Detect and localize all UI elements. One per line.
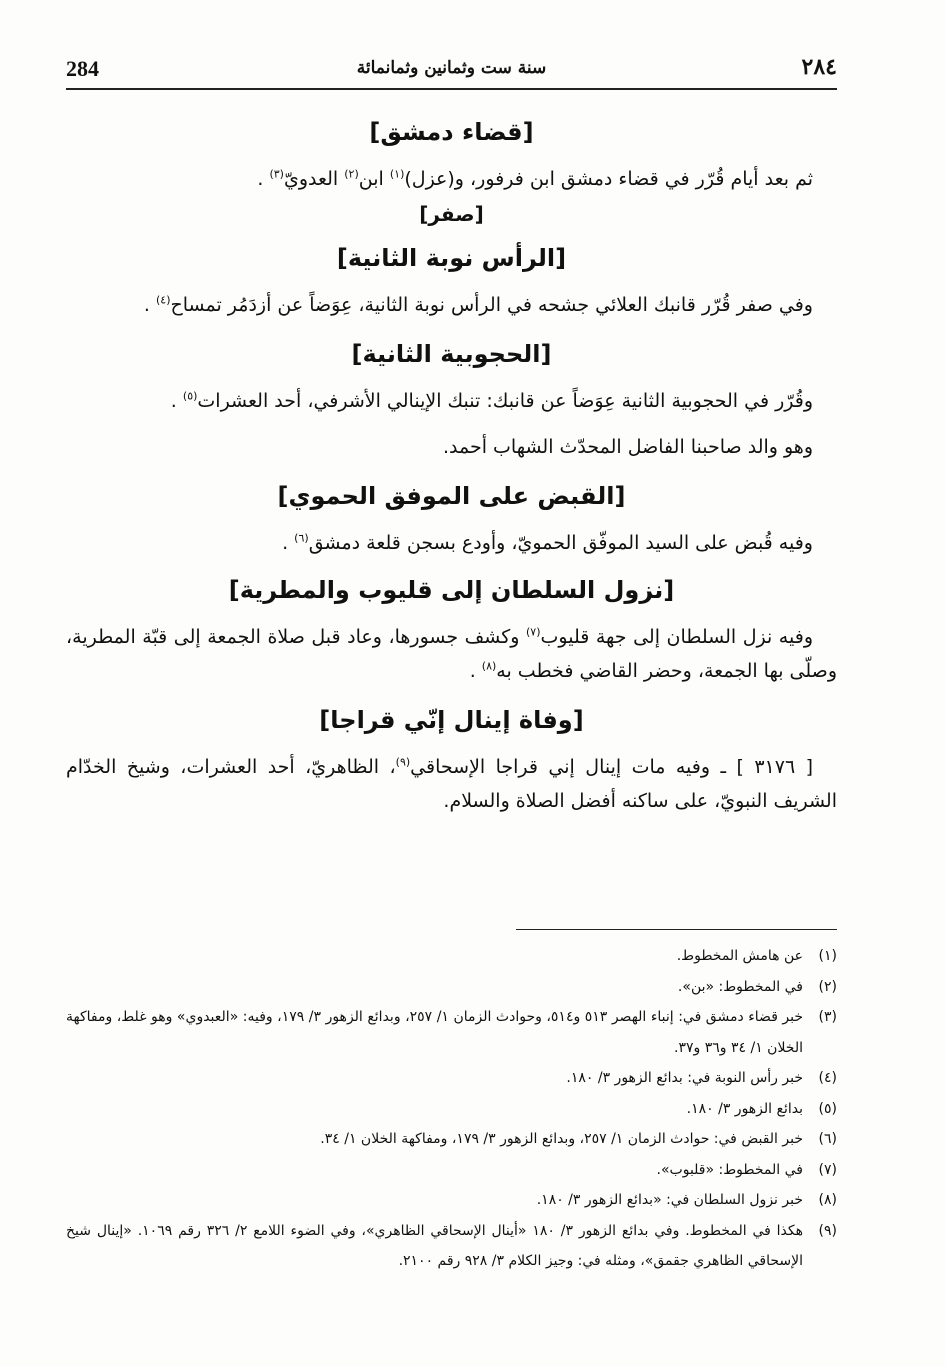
text-run: ثم بعد أيام قُرّر في قضاء دمشق ابن فرفور، و(عزل) [404, 168, 813, 190]
footnote-text: عن هامش المخطوط. [676, 948, 803, 964]
main-text [66, 110, 837, 818]
footnote-number: (٨) [818, 1192, 837, 1208]
paragraph [66, 384, 837, 418]
footnote-ref[interactable]: (٩) [395, 755, 411, 769]
header-rule [66, 88, 837, 90]
text-run: . [469, 660, 482, 682]
footnote [66, 1124, 837, 1155]
footnote-ref[interactable]: (٢) [344, 167, 359, 181]
footnote-number: (٤) [818, 1070, 837, 1086]
footnote-text: خبر قضاء دمشق في: إنباء الهصر ٥١٣ و٥١٤، وحوادث الزمان ١/ ٢٥٧، وبدائع الزهور ٣/ ١٧٩، وفيه: «العبدوي» وهو غلط، ومفاكهة الخلان ١/ ٣٤ و٣٦ و٣٧. [66, 1009, 804, 1056]
page-number-latin: 284 [66, 56, 99, 81]
footnote-text: في المخطوط: «بن». [677, 978, 803, 995]
footnote-number: (٦) [818, 1131, 837, 1147]
running-title: سنة ست وثمانين وثمانمائة [356, 58, 547, 78]
running-header [66, 52, 837, 88]
footnote-text: خبر رأس النوبة في: بدائع الزهور ٣/ ١٨٠. [566, 1070, 803, 1086]
paragraph: وهو والد صاحبنا الفاضل المحدّث الشهاب أحمد. [442, 436, 813, 458]
page-number-arabic: ٢٨٤ [801, 54, 837, 80]
footnote-ref[interactable]: (٨) [481, 659, 497, 673]
footnote [66, 1216, 837, 1277]
section-heading: [نزول السلطان إلى قليوب والمطرية] [228, 576, 675, 604]
footnote-text: في المخطوط: «قلبوب». [656, 1161, 803, 1178]
footnote-text: بدائع الزهور ٣/ ١٨٠. [686, 1100, 803, 1117]
paragraph [66, 526, 837, 560]
footnote [66, 972, 837, 1003]
section-heading: [وفاة إينال إنّي قراجا] [319, 706, 584, 734]
footnote [66, 1002, 837, 1063]
footnotes [66, 941, 837, 1277]
footnote [66, 1094, 837, 1125]
footnote-number: (٥) [818, 1100, 837, 1117]
footnote-text: هكذا في المخطوط. وفي بدائع الزهور ٣/ ١٨٠ «أينال الإسحاقي الظاهري»، وفي الضوء اللامع ٢/ ٣٢٦ رقم ١٠٦٩. «إينال شيخ الإسحاقي الظاهري جقمق»، ومثله في: وجيز الكلام ٣/ ٩٢٨ رقم ٢١٠٠. [66, 1222, 804, 1269]
text-run: وفي صفر قُرّر قانبك العلائي جشحه في الرأس نوبة الثانية، عِوَضاً عن أزدَمُر تمساح [170, 294, 813, 316]
text-run: . [170, 390, 183, 412]
section-heading: [الحجوبية الثانية] [351, 340, 552, 368]
text-run: ابن [358, 168, 390, 190]
footnote-ref[interactable]: (٤) [155, 293, 171, 307]
text-run: . [143, 294, 156, 316]
text-run: العدويّ [283, 168, 345, 190]
footnote-ref[interactable]: (١) [389, 167, 405, 181]
footnote-ref[interactable]: (٧) [526, 625, 541, 639]
paragraph [66, 750, 837, 818]
paragraph [66, 288, 837, 322]
text-run: وفيه قُبض على السيد الموفّق الحمويّ، وأودع بسجن قلعة دمشق [308, 532, 813, 554]
footnote-text: خبر نزول السلطان في: «بدائع الزهور ٣/ ١٨٠. [536, 1192, 803, 1208]
footnote-ref[interactable]: (٥) [182, 389, 198, 403]
text-run: ، الظاهريّ، أحد العشرات، وشيخ الخدّام الشريف النبويّ، على ساكنه أفضل الصلاة والسلام. [66, 756, 837, 812]
footnote [66, 1185, 837, 1216]
section-heading: [الرأس نوبة الثانية] [336, 244, 567, 272]
footnote-number: (٧) [818, 1161, 837, 1178]
footnote [66, 1155, 837, 1186]
text-run: وقُرّر في الحجوبية الثانية عِوَضاً عن قانبك: تنبك الإينالي الأشرفي، أحد العشرات [197, 390, 813, 412]
footnote [66, 1063, 837, 1094]
text-run: [ ٣١٧٦ ] ـ وفيه مات إينال إني قراجا الإسحاقي [410, 756, 814, 778]
footnote-number: (٩) [818, 1222, 837, 1239]
text-run: . [282, 532, 295, 554]
footnote-number: (٢) [818, 978, 837, 995]
footnote-text: خبر القبض في: حوادث الزمان ١/ ٢٥٧، وبدائع الزهور ٣/ ١٧٩، ومفاكهة الخلان ١/ ٣٤. [320, 1131, 803, 1147]
footnote-number: (٣) [818, 1009, 837, 1025]
footnote [66, 941, 837, 972]
section-heading: [القبض على الموفق الحموي] [277, 482, 626, 510]
footnote-ref[interactable]: (٦) [294, 531, 309, 545]
month-heading: [صفر] [419, 202, 484, 226]
section-heading: [قضاء دمشق] [369, 118, 534, 146]
text-run: وكشف جسورها، وعاد قبل صلاة الجمعة إلى قبّة المطرية، وصلّى بها الجمعة، وحضر القاضي فخطب به [66, 626, 837, 682]
paragraph [66, 620, 837, 688]
footnote-rule [516, 929, 837, 930]
footnote-ref[interactable]: (٣) [269, 167, 284, 181]
text-run: وفيه نزل السلطان إلى جهة قليوب [540, 626, 813, 648]
paragraph [66, 162, 837, 196]
text-run: . [257, 168, 270, 190]
footnote-number: (١) [818, 948, 837, 964]
